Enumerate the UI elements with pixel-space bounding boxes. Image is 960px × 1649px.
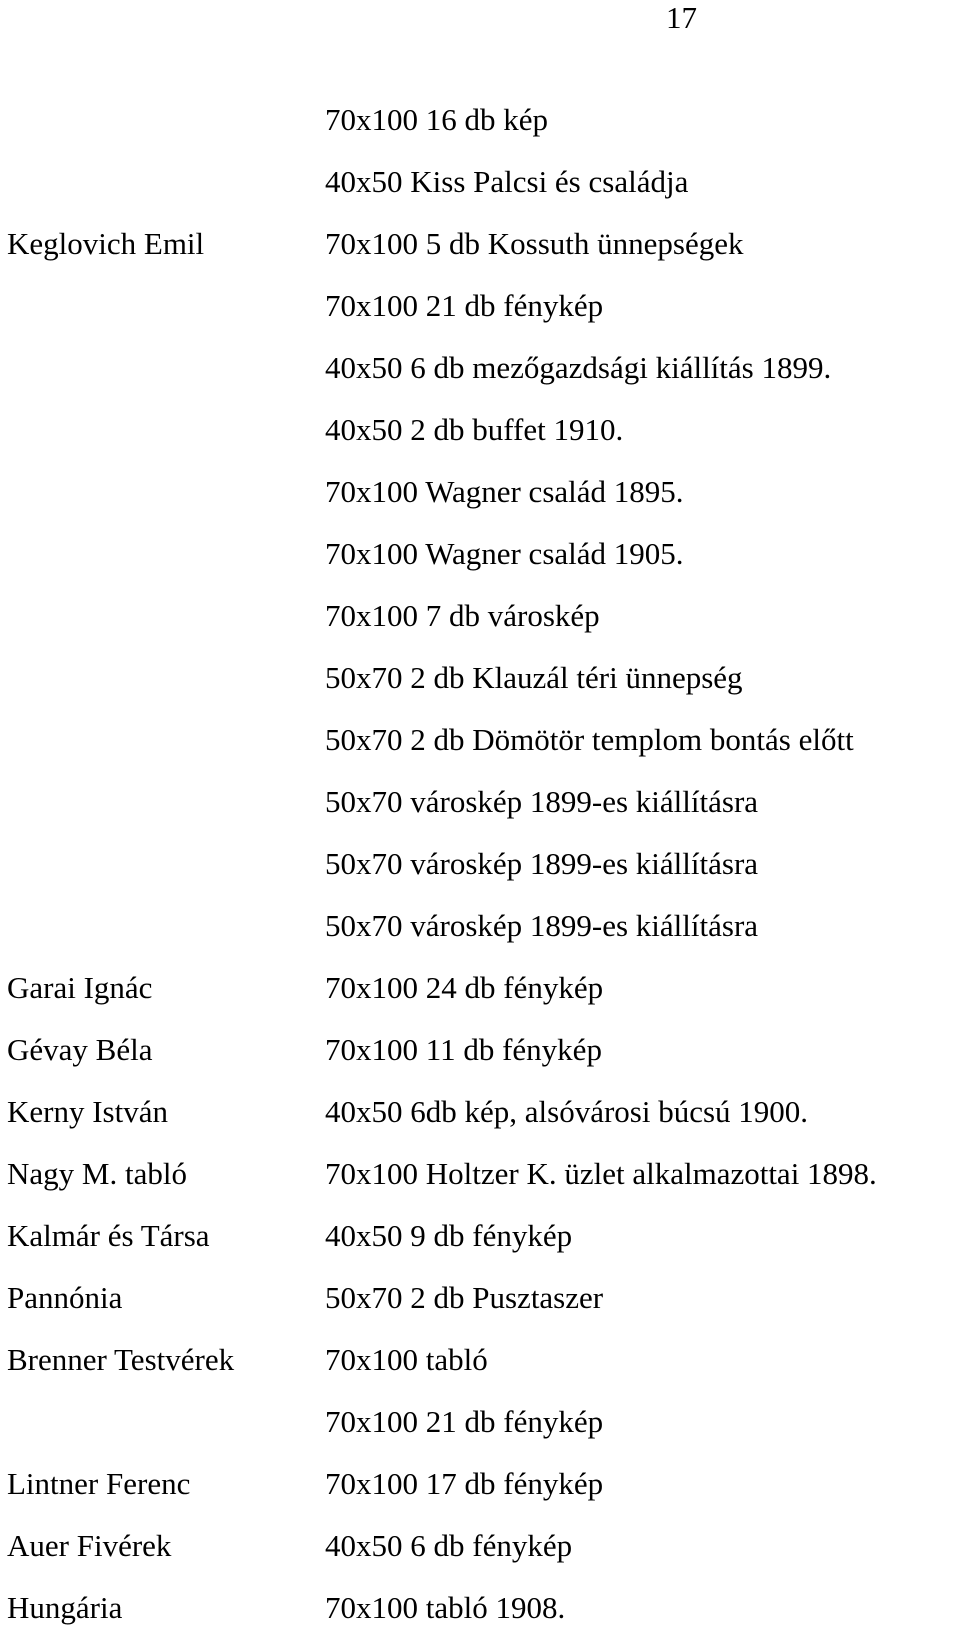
photographer-name: Auer Fivérek bbox=[7, 1528, 172, 1563]
photo-item: 40x50 2 db buffet 1910. bbox=[325, 412, 624, 447]
list-row bbox=[0, 1091, 960, 1153]
list-row bbox=[0, 843, 960, 905]
list-row bbox=[0, 161, 960, 223]
photo-item: 70x100 21 db fénykép bbox=[325, 1404, 604, 1439]
photo-item: 70x100 24 db fénykép bbox=[325, 970, 604, 1005]
photographer-name: Brenner Testvérek bbox=[7, 1342, 235, 1377]
photo-item: 70x100 16 db kép bbox=[325, 102, 549, 137]
page-number: 17 bbox=[666, 0, 697, 35]
list-row bbox=[0, 781, 960, 843]
list-row bbox=[0, 1153, 960, 1215]
photographer-name: Keglovich Emil bbox=[7, 226, 205, 261]
photo-item: 50x70 2 db Klauzál téri ünnepség bbox=[325, 660, 743, 695]
photographer-name: Pannónia bbox=[7, 1280, 123, 1315]
list-row bbox=[0, 595, 960, 657]
list-row bbox=[0, 905, 960, 967]
photo-item: 70x100 7 db városkép bbox=[325, 598, 600, 633]
photographer-name: Garai Ignác bbox=[7, 970, 153, 1005]
photographer-name: Lintner Ferenc bbox=[7, 1466, 191, 1501]
list-row bbox=[0, 471, 960, 533]
list-row bbox=[0, 967, 960, 1029]
list-row bbox=[0, 1401, 960, 1463]
photo-item: 70x100 Wagner család 1895. bbox=[325, 474, 684, 509]
photo-list bbox=[0, 99, 960, 1649]
list-row bbox=[0, 1029, 960, 1091]
photo-item: 70x100 tabló 1908. bbox=[325, 1590, 566, 1625]
photo-item: 50x70 2 db Dömötör templom bontás előtt bbox=[325, 722, 854, 757]
list-row bbox=[0, 1587, 960, 1649]
photo-item: 70x100 Holtzer K. üzlet alkalmazottai 1898. bbox=[325, 1156, 877, 1191]
photo-item: 70x100 5 db Kossuth ünnepségek bbox=[325, 226, 744, 261]
list-row bbox=[0, 1339, 960, 1401]
list-row bbox=[0, 719, 960, 781]
photo-item: 40x50 6 db mezőgazdsági kiállítás 1899. bbox=[325, 350, 832, 385]
photo-item: 70x100 11 db fénykép bbox=[325, 1032, 602, 1067]
photo-item: 40x50 6db kép, alsóvárosi búcsú 1900. bbox=[325, 1094, 809, 1129]
photo-item: 40x50 6 db fénykép bbox=[325, 1528, 573, 1563]
photographer-name: Hungária bbox=[7, 1590, 123, 1625]
photo-item: 70x100 tabló bbox=[325, 1342, 488, 1377]
photographer-name: Kalmár és Társa bbox=[7, 1218, 210, 1253]
photo-item: 50x70 városkép 1899-es kiállításra bbox=[325, 784, 759, 819]
photographer-name: Gévay Béla bbox=[7, 1032, 153, 1067]
photo-item: 70x100 21 db fénykép bbox=[325, 288, 604, 323]
photo-item: 50x70 városkép 1899-es kiállításra bbox=[325, 908, 759, 943]
photo-item: 40x50 Kiss Palcsi és családja bbox=[325, 164, 689, 199]
photo-item: 70x100 17 db fénykép bbox=[325, 1466, 604, 1501]
list-row bbox=[0, 1463, 960, 1525]
list-row bbox=[0, 99, 960, 161]
photographer-name: Nagy M. tabló bbox=[7, 1156, 187, 1191]
list-row bbox=[0, 533, 960, 595]
photo-item: 70x100 Wagner család 1905. bbox=[325, 536, 684, 571]
list-row bbox=[0, 657, 960, 719]
photo-item: 40x50 9 db fénykép bbox=[325, 1218, 573, 1253]
list-row bbox=[0, 1215, 960, 1277]
photo-item: 50x70 városkép 1899-es kiállításra bbox=[325, 846, 759, 881]
list-row bbox=[0, 223, 960, 285]
list-row bbox=[0, 347, 960, 409]
photo-item: 50x70 2 db Pusztaszer bbox=[325, 1280, 604, 1315]
photographer-name: Kerny István bbox=[7, 1094, 168, 1129]
list-row bbox=[0, 409, 960, 471]
list-row bbox=[0, 1525, 960, 1587]
list-row bbox=[0, 285, 960, 347]
list-row bbox=[0, 1277, 960, 1339]
